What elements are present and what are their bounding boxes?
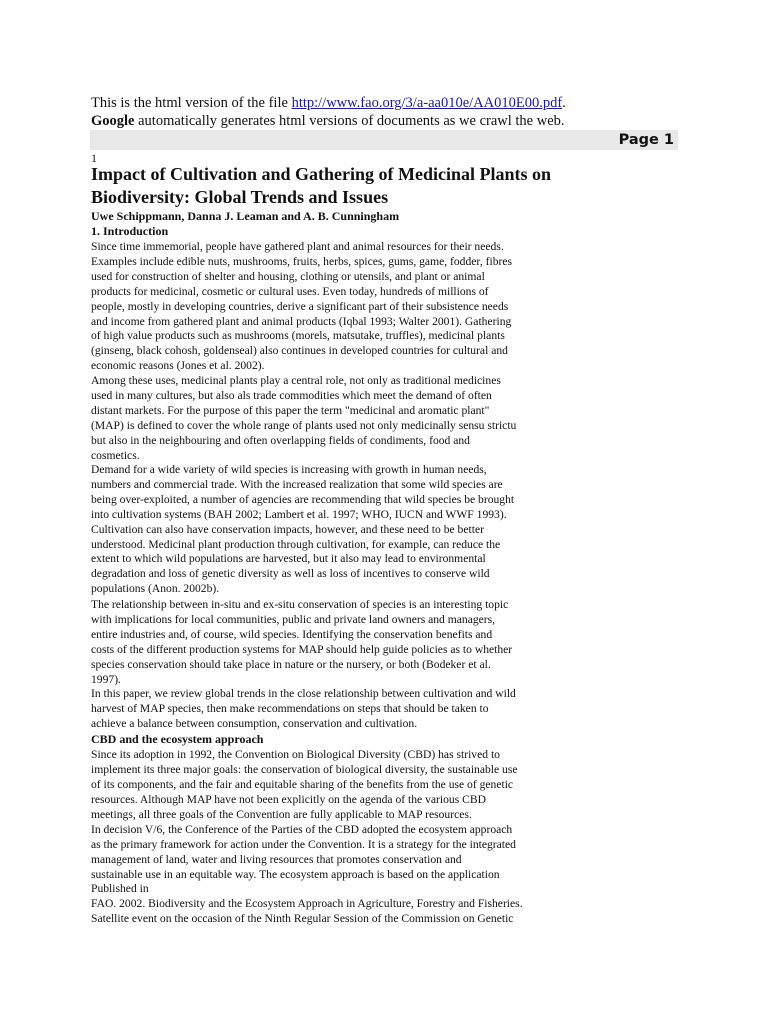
text-line: used for construction of shelter and housing, clothing or utensils, and plant or animal bbox=[91, 269, 485, 283]
text-line: of its components, and the fair and equitable sharing of the benefits from the use of genetic bbox=[91, 777, 514, 791]
text-line: with implications for local communities, public and private land owners and managers, bbox=[91, 612, 496, 626]
text-line: (ginseng, black cohosh, goldenseal) also continues in developed countries for cultural and bbox=[91, 344, 508, 358]
text-line: harvest of MAP species, then make recommendations on steps that should be taken to bbox=[91, 701, 489, 715]
text-line: Since its adoption in 1992, the Convention on Biological Diversity (CBD) has strived to bbox=[91, 748, 500, 761]
text-line: economic reasons (Jones et al. 2002). bbox=[91, 359, 265, 373]
document-title: Impact of Cultivation and Gathering of Medicinal Plants on Biodiversity: Global Trends and Issues bbox=[91, 164, 552, 207]
text-line: numbers and commercial trade. With the increased realization that some wild species are bbox=[91, 477, 503, 491]
paragraph-3 bbox=[91, 463, 546, 597]
crawl-notice-text: automatically generates html versions of documents as we crawl the web. bbox=[134, 113, 565, 129]
text-line: implement its three major goals: the conservation of biological diversity, the sustainable use bbox=[91, 762, 518, 776]
text-line: 1997). bbox=[91, 672, 121, 686]
text-line: species conservation should take place in nature or the nursery, or both (Bodeker et al. bbox=[91, 657, 491, 671]
text-line: meetings, all three goals of the Convention are fully applicable to MAP resources. bbox=[91, 807, 472, 821]
text-line: Since time immemorial, people have gathered plant and animal resources for their needs. bbox=[91, 240, 504, 253]
text-line: populations (Anon. 2002b). bbox=[91, 582, 220, 596]
text-line: achieve a balance between consumption, conservation and cultivation. bbox=[91, 716, 418, 730]
notice-suffix: . bbox=[562, 95, 566, 111]
text-line: sustainable use in an equitable way. The ecosystem approach is based on the application bbox=[91, 867, 500, 881]
source-pdf-link[interactable]: http://www.fao.org/3/a-aa010e/AA010E00.pdf bbox=[291, 95, 563, 111]
text-line: Cultivation can also have conservation impacts, however, and these need to be better bbox=[91, 522, 484, 536]
text-line: but also in the neighbouring and often overlapping fields of condiments, food and bbox=[91, 433, 470, 447]
text-line: as the primary framework for action under the Convention. It is a strategy for the integrated bbox=[91, 837, 516, 851]
text-line: into cultivation systems (BAH 2002; Lambert et al. 1997; WHO, IUCN and WWF 1993). bbox=[91, 507, 507, 521]
html-version-notice bbox=[91, 94, 566, 112]
page-label: Page 1 bbox=[618, 132, 674, 148]
text-line: In decision V/6, the Conference of the Parties of the CBD adopted the ecosystem approach bbox=[91, 823, 513, 836]
paragraph-6 bbox=[91, 748, 546, 823]
text-line: distant markets. For the purpose of this paper the term "medicinal and aromatic plant" bbox=[91, 403, 490, 417]
text-line: used in many cultures, but also als trade commodities which meet the demand of often bbox=[91, 388, 492, 402]
text-line: resources. Although MAP have not been explicitly on the agenda of the various CBD bbox=[91, 792, 486, 806]
text-line: costs of the different production systems for MAP should help guide policies as to whether bbox=[91, 642, 513, 656]
section-heading-cbd: CBD and the ecosystem approach bbox=[91, 732, 264, 746]
paragraph-2 bbox=[91, 374, 546, 463]
paragraph-4 bbox=[91, 598, 546, 687]
text-line: Demand for a wide variety of wild species is increasing with growth in human needs, bbox=[91, 463, 487, 476]
text-line: products for medicinal, cosmetic or cultural uses. Even today, hundreds of millions of bbox=[91, 284, 489, 298]
notice-prefix: This is the html version of the file bbox=[91, 95, 292, 111]
text-line: degradation and loss of genetic diversity as well as loss of incentives to conserve wild bbox=[91, 567, 490, 581]
citation-line-2: Satellite event on the occasion of the Ninth Regular Session of the Commission on Genetic bbox=[91, 912, 514, 925]
google-crawl-notice bbox=[91, 112, 565, 130]
text-line: (MAP) is defined to cover the whole range of plants used not only medicinally sensu strictu bbox=[91, 418, 517, 432]
text-line: cosmetics. bbox=[91, 448, 140, 462]
published-in-label: Published in bbox=[91, 882, 149, 895]
text-line: of high value products such as mushrooms (morels, matsutake, truffles), medicinal plants bbox=[91, 329, 505, 343]
paragraph-5 bbox=[91, 687, 546, 732]
text-line: extent to which wild populations are harvested, but it also may lead to environmental bbox=[91, 552, 486, 566]
text-line: The relationship between in-situ and ex-situ conservation of species is an interesting topic bbox=[91, 598, 509, 611]
page-header-bar bbox=[90, 130, 678, 150]
text-line: Among these uses, medicinal plants play a central role, not only as traditional medicines bbox=[91, 374, 501, 387]
text-line: being over-exploited, a number of agencies are recommending that wild species be brought bbox=[91, 492, 515, 506]
authors: Uwe Schippmann, Danna J. Leaman and A. B. Cunningham bbox=[91, 209, 400, 223]
paragraph-7 bbox=[91, 823, 546, 883]
text-line: entire industries and, of course, wild species. Identifying the conservation benefits and bbox=[91, 627, 493, 641]
text-line: understood. Medicinal plant production through cultivation, for example, can reduce the bbox=[91, 537, 501, 551]
google-brand: Google bbox=[91, 113, 135, 129]
text-line: management of land, water and living resources that promotes conservation and bbox=[91, 852, 462, 866]
text-line: Examples include edible nuts, mushrooms, fruits, herbs, spices, gums, game, fodder, fibres bbox=[91, 254, 513, 268]
text-line: and income from gathered plant and animal products (Iqbal 1993; Walter 2001). Gathering bbox=[91, 314, 512, 328]
page-number: 1 bbox=[91, 151, 97, 165]
text-line: In this paper, we review global trends in the close relationship between cultivation and wild bbox=[91, 687, 516, 700]
text-line: people, mostly in developing countries, derive a significant part of their subsistence needs bbox=[91, 299, 509, 313]
section-heading-introduction: 1. Introduction bbox=[91, 224, 169, 238]
paragraph-1 bbox=[91, 240, 546, 374]
citation-line-1: FAO. 2002. Biodiversity and the Ecosystem Approach in Agriculture, Forestry and Fisheries. bbox=[91, 897, 523, 910]
